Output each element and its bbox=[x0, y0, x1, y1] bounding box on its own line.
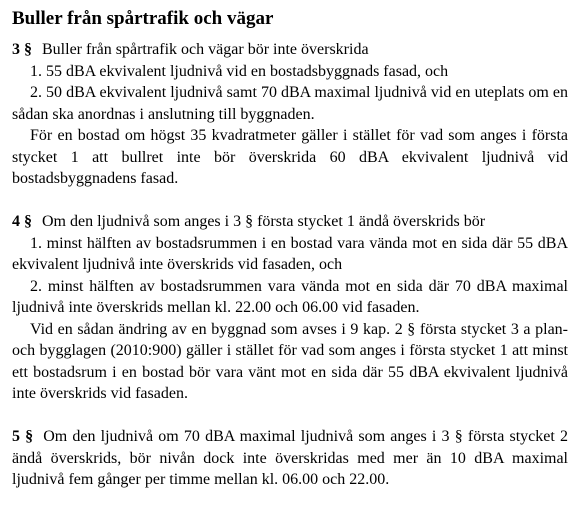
section-number: 4 § bbox=[12, 213, 32, 230]
section-lead bbox=[12, 211, 568, 233]
section-lead-text: Buller från spårtrafik och vägar bör inte överskrida bbox=[42, 41, 369, 58]
section-number: 3 § bbox=[12, 41, 32, 58]
section-paragraph: 1. minst hälften av bostadsrummen i en bostad vara vända mot en sida där 55 dBA ekvivalent ljudnivå inte överskrids vid fasaden, och bbox=[12, 234, 568, 273]
section-paragraph: 2. minst hälften av bostadsrummen vara vända mot en sida där 70 dBA maximal ljudnivå inte överskrids mellan kl. 22.00 och 06.00 vid fasaden. bbox=[12, 277, 568, 316]
section-5 bbox=[12, 426, 568, 491]
section-lead-text: Om den ljudnivå som anges i 3 § första stycket 1 ändå överskrids bör bbox=[42, 213, 486, 230]
document-heading: Buller från spårtrafik och vägar bbox=[12, 8, 274, 29]
section-3 bbox=[12, 39, 568, 190]
document-page bbox=[12, 8, 568, 491]
section-paragraph: För en bostad om högst 35 kvadratmeter gäller i stället för vad som anges i första stycket 1 att bullret inte bör överskrida 60 dBA ekvivalent ljudnivå vid bostadsbyggnadens fasad. bbox=[12, 127, 568, 187]
section-gap bbox=[12, 190, 568, 212]
section-lead bbox=[12, 426, 568, 491]
section-lead bbox=[12, 39, 568, 61]
section-paragraph: Vid en sådan ändring av en byggnad som avses i 9 kap. 2 § första stycket 3 a plan- och bygglagen (2010:900) gäller i stället för vad som anges i första stycket 1 att minst ett bostadsrum i en bostad bör vara vänt mot en sida där 55 dBA ekvivalent ljudnivå inte överskrids vid fasaden. bbox=[12, 320, 568, 402]
section-gap bbox=[12, 405, 568, 427]
section-paragraph: 1. 55 dBA ekvivalent ljudnivå vid en bostadsbyggnads fasad, och bbox=[30, 62, 449, 80]
section-paragraph: 2. 50 dBA ekvivalent ljudnivå samt 70 dBA maximal ljudnivå vid en uteplats om en sådan ska anordnas i anslutning till byggnaden. bbox=[12, 84, 568, 123]
section-4 bbox=[12, 211, 568, 405]
section-number: 5 § bbox=[12, 428, 34, 445]
section-lead-text: Om den ljudnivå om 70 dBA maximal ljudnivå som anges i 3 § första stycket 2 ändå överskrids, bör nivån dock inte överskridas med mer än 10 dBA maximal ljudnivå fem gånger per timme mellan kl. 06.00 och 22.00. bbox=[12, 428, 569, 488]
